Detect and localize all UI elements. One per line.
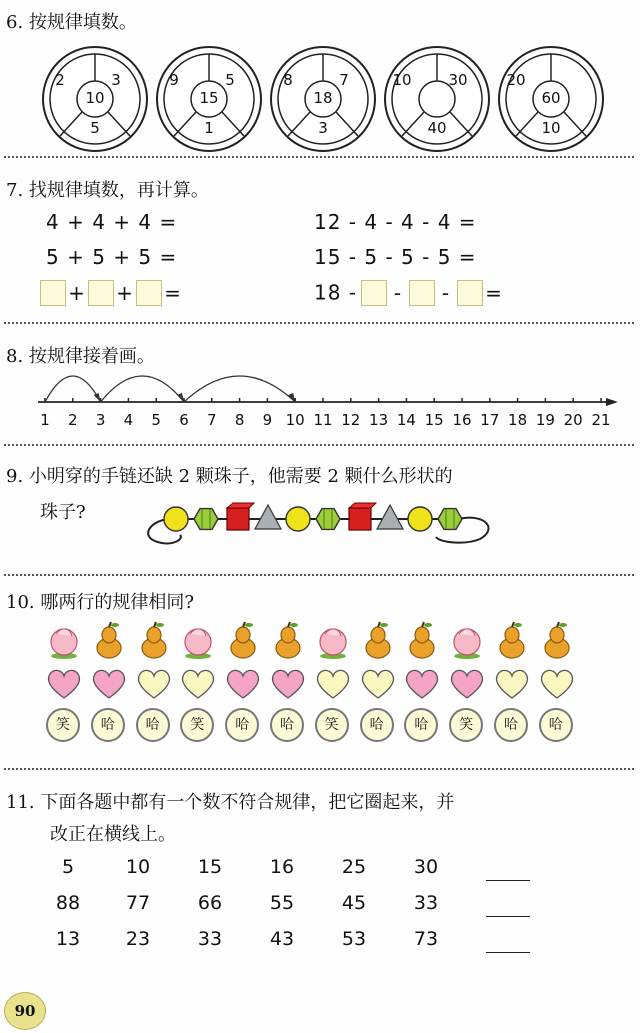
sequence-number: 66 [197, 892, 223, 914]
tick-label: 16 [452, 411, 472, 429]
wheel-bottom-number: 3 [318, 119, 328, 137]
q6-title: 6. 按规律填数。 [6, 12, 137, 33]
sequence-number: 5 [61, 856, 75, 878]
sequence-number: 23 [125, 928, 151, 950]
jump-arrowhead [94, 393, 101, 402]
tick-label: 12 [341, 411, 361, 429]
wheel-center-number: 18 [313, 89, 333, 107]
laugh-coin: 哈 [91, 708, 125, 742]
yellow-heart-icon [537, 664, 577, 704]
fruit-row [44, 620, 584, 660]
wheel-center-number: 60 [541, 89, 561, 107]
answer-blank[interactable] [486, 916, 530, 917]
q9-title-line2: 珠子? [40, 502, 86, 523]
q7-eq-left-3 [40, 279, 184, 306]
sequence-number: 10 [125, 856, 151, 878]
pink-heart-icon [44, 664, 84, 704]
laugh-coin: 哈 [360, 708, 394, 742]
divider [4, 444, 634, 446]
yellow-heart-icon [134, 664, 174, 704]
circle-bead [286, 507, 310, 531]
sequence-number: 88 [55, 892, 81, 914]
yellow-heart-icon [178, 664, 218, 704]
laugh-coin: 哈 [136, 708, 170, 742]
laugh-coin: 哈 [494, 708, 528, 742]
number-line [0, 360, 640, 412]
circle-bead [164, 507, 188, 531]
jump-arc [101, 376, 184, 402]
pear-icon [223, 620, 263, 660]
wheel-left-number: 20 [506, 71, 526, 89]
sequence-number: 53 [341, 928, 367, 950]
wheel-left-number: 2 [55, 71, 65, 89]
number-wheel [496, 44, 606, 154]
laugh-coin: 哈 [270, 708, 304, 742]
wheel-center-number: 10 [85, 89, 105, 107]
wheel-right-number: 5 [225, 71, 235, 89]
answer-box[interactable] [40, 280, 66, 306]
divider [4, 156, 634, 158]
wheel-right-number: 3 [111, 71, 121, 89]
peach-icon [44, 620, 84, 660]
laugh-coin: 哈 [225, 708, 259, 742]
sequence-number: 33 [413, 892, 439, 914]
plus-sign: + [116, 280, 134, 305]
axis-arrow [606, 398, 618, 406]
tick-label: 20 [563, 411, 583, 429]
tick-label: 8 [234, 411, 245, 429]
pear-icon [402, 620, 442, 660]
plus-sign: + [68, 280, 86, 305]
tick-label: 10 [285, 411, 305, 429]
tick-label: 7 [207, 411, 217, 429]
wheel-left-number: 10 [392, 71, 412, 89]
wheel-left-number: 9 [169, 71, 179, 89]
tick-label: 2 [68, 411, 78, 429]
pink-heart-icon [447, 664, 487, 704]
minus-sign: - [441, 280, 451, 305]
laugh-coin-row [44, 706, 584, 746]
yellow-heart-icon [492, 664, 532, 704]
q7-eq-right-3 [314, 279, 505, 306]
triangle-bead [377, 505, 403, 529]
answer-box[interactable] [457, 280, 483, 306]
answer-box[interactable] [361, 280, 387, 306]
yellow-heart-icon [313, 664, 353, 704]
tick-label: 17 [480, 411, 500, 429]
q7-eq-left-1: 4 + 4 + 4 = [46, 210, 178, 234]
minus-sign: - [393, 280, 403, 305]
answer-blank[interactable] [486, 952, 530, 953]
tick-label: 21 [591, 411, 611, 429]
sequence-number: 55 [269, 892, 295, 914]
answer-box[interactable] [409, 280, 435, 306]
tick-label: 3 [95, 411, 106, 429]
wheel-right-number: 7 [339, 71, 349, 89]
pink-heart-icon [268, 664, 308, 704]
heart-row [44, 664, 584, 704]
peach-icon [313, 620, 353, 660]
wheel-right-number: 30 [448, 71, 468, 89]
q7-eq-left-2: 5 + 5 + 5 = [46, 245, 178, 269]
bracelet [140, 495, 500, 551]
cube-bead [349, 508, 371, 530]
tick-label: 11 [313, 411, 333, 429]
sequence-number: 15 [197, 856, 223, 878]
sequence-number: 13 [55, 928, 81, 950]
pear-icon [134, 620, 174, 660]
sequence-number: 77 [125, 892, 151, 914]
laugh-coin: 笑 [180, 708, 214, 742]
pear-icon [537, 620, 577, 660]
pink-heart-icon [402, 664, 442, 704]
pear-icon [358, 620, 398, 660]
answer-blank[interactable] [486, 880, 530, 881]
answer-box[interactable] [136, 280, 162, 306]
q11-title-line1: 11. 下面各题中都有一个数不符合规律，把它圈起来，并 [6, 792, 455, 813]
pear-icon [268, 620, 308, 660]
laugh-coin: 笑 [315, 708, 349, 742]
pear-icon [492, 620, 532, 660]
peach-icon [178, 620, 218, 660]
divider [4, 574, 634, 576]
tick-label: 6 [179, 411, 189, 429]
tick-label: 13 [369, 411, 389, 429]
q9-title-line1: 9. 小明穿的手链还缺 2 颗珠子，他需要 2 颗什么形状的 [6, 466, 453, 487]
q7-eq-right-2: 15 - 5 - 5 - 5 = [314, 245, 477, 269]
yellow-heart-icon [358, 664, 398, 704]
sequence-number: 16 [269, 856, 295, 878]
answer-box[interactable] [88, 280, 114, 306]
triangle-bead [255, 505, 281, 529]
tick-label: 14 [396, 411, 416, 429]
q10-title: 10. 哪两行的规律相同? [6, 592, 194, 613]
wheel-left-number: 8 [283, 71, 293, 89]
tick-label: 18 [508, 411, 528, 429]
circle-bead [408, 507, 432, 531]
sequence-number: 30 [413, 856, 439, 878]
tick-label: 5 [151, 411, 161, 429]
q11-title-line2: 改正在横线上。 [50, 824, 176, 845]
wheel-bottom-number: 1 [204, 119, 214, 137]
wheel-bottom-number: 10 [541, 119, 561, 137]
wheel-bottom-number: 5 [90, 119, 100, 137]
q8-title: 8. 按规律接着画。 [6, 346, 155, 367]
laugh-coin: 哈 [539, 708, 573, 742]
hexagon-bead [438, 509, 462, 530]
tick-label: 1 [40, 411, 50, 429]
laugh-coin: 笑 [449, 708, 483, 742]
page-number: 90 [4, 992, 46, 1030]
laugh-coin: 哈 [404, 708, 438, 742]
laugh-coin: 笑 [46, 708, 80, 742]
q7-eq-right-1: 12 - 4 - 4 - 4 = [314, 210, 477, 234]
divider [4, 322, 634, 324]
hexagon-bead [316, 509, 340, 530]
tick-label: 15 [424, 411, 444, 429]
pink-heart-icon [223, 664, 263, 704]
q7-title: 7. 找规律填数，再计算。 [6, 180, 209, 201]
equals-sign: = [164, 280, 182, 305]
sequence-number: 43 [269, 928, 295, 950]
equals-sign: = [485, 280, 503, 305]
divider [4, 768, 634, 770]
wheel-center-number: 15 [199, 89, 219, 107]
hexagon-bead [194, 509, 218, 530]
sequence-number: 45 [341, 892, 367, 914]
minuend: 18 - [314, 280, 358, 305]
number-wheel [40, 44, 150, 154]
cube-bead [227, 508, 249, 530]
sequence-number: 73 [413, 928, 439, 950]
tick-label: 4 [123, 411, 134, 429]
number-wheel [382, 44, 492, 154]
pink-heart-icon [89, 664, 129, 704]
tick-label: 9 [262, 411, 273, 429]
tick-label: 19 [535, 411, 555, 429]
sequence-number: 25 [341, 856, 367, 878]
number-wheel [268, 44, 378, 154]
peach-icon [447, 620, 487, 660]
pear-icon [89, 620, 129, 660]
number-wheel [154, 44, 264, 154]
wheel-bottom-number: 40 [427, 119, 447, 137]
sequence-number: 33 [197, 928, 223, 950]
